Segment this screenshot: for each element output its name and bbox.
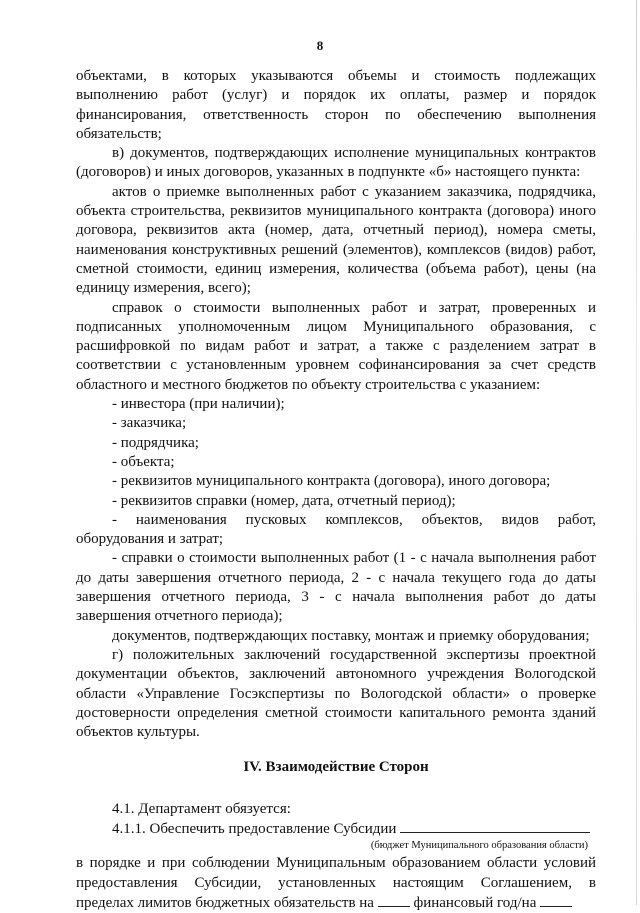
- paragraph-equipment-documents: документов, подтверждающих поставку, монтаж и приемку оборудования;: [112, 627, 590, 644]
- list-item-cost-certificates: - справки о стоимости выполненных работ (1 - с начала выполнения работ до даты завершения отчетного периода, 2 - с начала текущего года до даты завершения отчетного периода, 3 - с начала выполнения работ до даты завершения отчетного периода);: [76, 550, 596, 625]
- list-item-certificate-details: - реквизитов справки (номер, дата, отчетный период);: [112, 492, 456, 509]
- list-item-investor: - инвестора (при наличии);: [112, 396, 285, 413]
- list-item-contractor: - подрядчика;: [112, 434, 199, 451]
- page-number: 8: [316, 38, 324, 53]
- paragraph-certificates: справок о стоимости выполненных работ и затрат, проверенных и подписанных уполномоченным лицом Муниципального образования, с расшифровкой по видам работ и затрат, а также с разделением затрат в соответствии с установленным уровнем софинансирования за счет средств областного и местного бюджетов по объекту строительства с указанием:: [76, 299, 596, 393]
- scan-edge-line: [636, 0, 637, 905]
- section-heading: IV. Взаимодействие Сторон: [243, 759, 429, 776]
- list-item-contract-details: - реквизитов муниципального контракта (договора), иного договора;: [112, 473, 551, 490]
- list-item-customer: - заказчика;: [112, 415, 187, 432]
- paragraph-item-v: в) документов, подтверждающих исполнение муниципальных контрактов (договоров) и иных договоров, указанных в подпункте «б» настоящего пункта:: [76, 145, 596, 181]
- clause-4-1: 4.1. Департамент обязуется:: [112, 800, 291, 817]
- list-item-object: - объекта;: [112, 453, 175, 470]
- list-item-start-up-complexes: - наименования пусковых комплексов, объектов, видов работ, оборудования и затрат;: [76, 511, 596, 548]
- fiscal-year-text: финансовый год/на: [413, 894, 537, 911]
- clause-4-1-1-limits: [76, 893, 596, 913]
- clause-4-1-1: [76, 819, 596, 839]
- paragraph-item-g: г) положительных заключений государственной экспертизы проектной документации объектов, заключений автономного учреждения Вологодской области «Управление Госэкспертизы по Вологодской области» о проверке достоверности определения сметной стоимости капитального ремонта зданий объектов культуры.: [76, 646, 596, 741]
- clause-4-1-1-text: 4.1.1. Обеспечить предоставление Субсидии: [112, 820, 397, 837]
- paragraph-acts: актов о приемке выполненных работ с указанием заказчика, подрядчика, объекта строительства, реквизитов муниципального контракта (договора) иного договора, реквизитов акта (номер, дата, отчетный период), номера сметы, наименования конструктивных решений (элементов), комплексов (видов) работ, сметной стоимости, единиц измерения, количества (объема работ), цены (на единицу измерения, всего);: [76, 183, 596, 297]
- clause-4-1-1-continuation: в порядке и при соблюдении Муниципальным образованием области условий предоставления Субсидии, установленных настоящим Соглашением, в: [76, 855, 596, 891]
- paragraph-objects: объектами, в которых указываются объемы и стоимость подлежащих выполнению работ (услуг) и порядок их оплаты, размер и порядок финансирования, ответственность сторон по обеспечению выполнения обязательств;: [76, 68, 596, 142]
- budget-blank-line: [400, 819, 590, 833]
- limits-text: пределах лимитов бюджетных обязательств на: [76, 894, 374, 911]
- document-body: [76, 67, 596, 913]
- blank-caption: (бюджет Муниципального образования области): [370, 840, 588, 852]
